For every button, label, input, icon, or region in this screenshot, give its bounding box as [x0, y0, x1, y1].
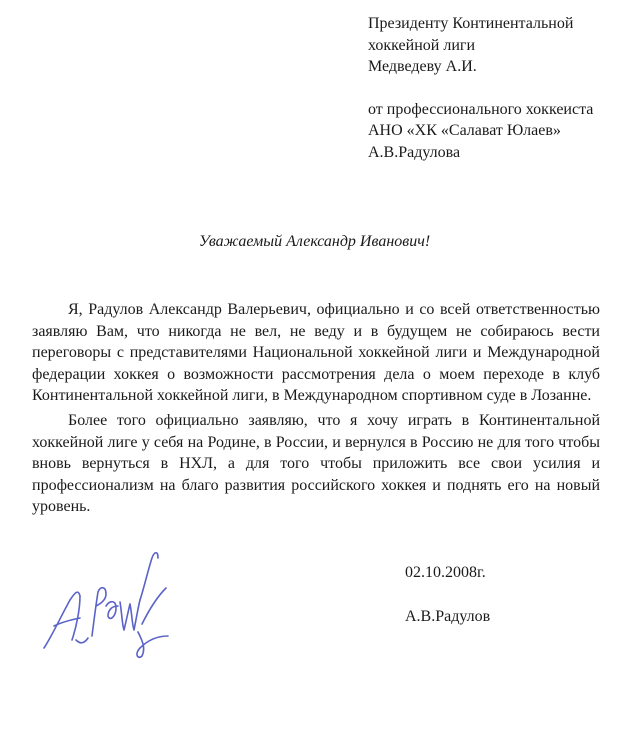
letter-date: 02.10.2008г. — [405, 564, 486, 581]
salutation: Уважаемый Александр Иванович! — [198, 233, 431, 250]
signer-name: А.В.Радулов — [405, 608, 491, 625]
body-paragraph: Более того официально заявляю, что я хочу играть в Континентальной хоккейной лиге у себя на Родине, в России, и вернулся в Россию не для того чтобы вновь вернуться в НХЛ, а для того чтобы приложить все свои усилия и профессионализм на благо развития российского хоккея и поднять его на новый уровень. — [32, 411, 600, 516]
body-paragraph: Я, Радулов Александр Валерьевич, официально и со всей ответственностью заявляю Вам, что никогда не вел, не веду и в будущем не собираюсь вести переговоры с представителями Национальной хоккейной лиги и Международной федерации хоккея о возможности рассмотрения дела о моем переходе в клуб Континентальной хоккейной лиги, в Международном спортивном суде в Лозанне. — [32, 301, 600, 405]
recipient-line: Медведеву А.И. — [368, 58, 477, 75]
handwritten-signature — [36, 540, 176, 660]
recipient-line: Президенту Континентальной — [368, 15, 574, 32]
sender-line: А.В.Радулова — [368, 143, 461, 161]
addressee-block — [368, 13, 618, 163]
sender-line: от профессионального хоккеиста — [368, 100, 594, 118]
sender-line: АНО «ХК «Салават Юлаев» — [368, 122, 561, 139]
letter-body — [32, 299, 600, 521]
recipient-line: хоккейной лиги — [368, 36, 475, 54]
